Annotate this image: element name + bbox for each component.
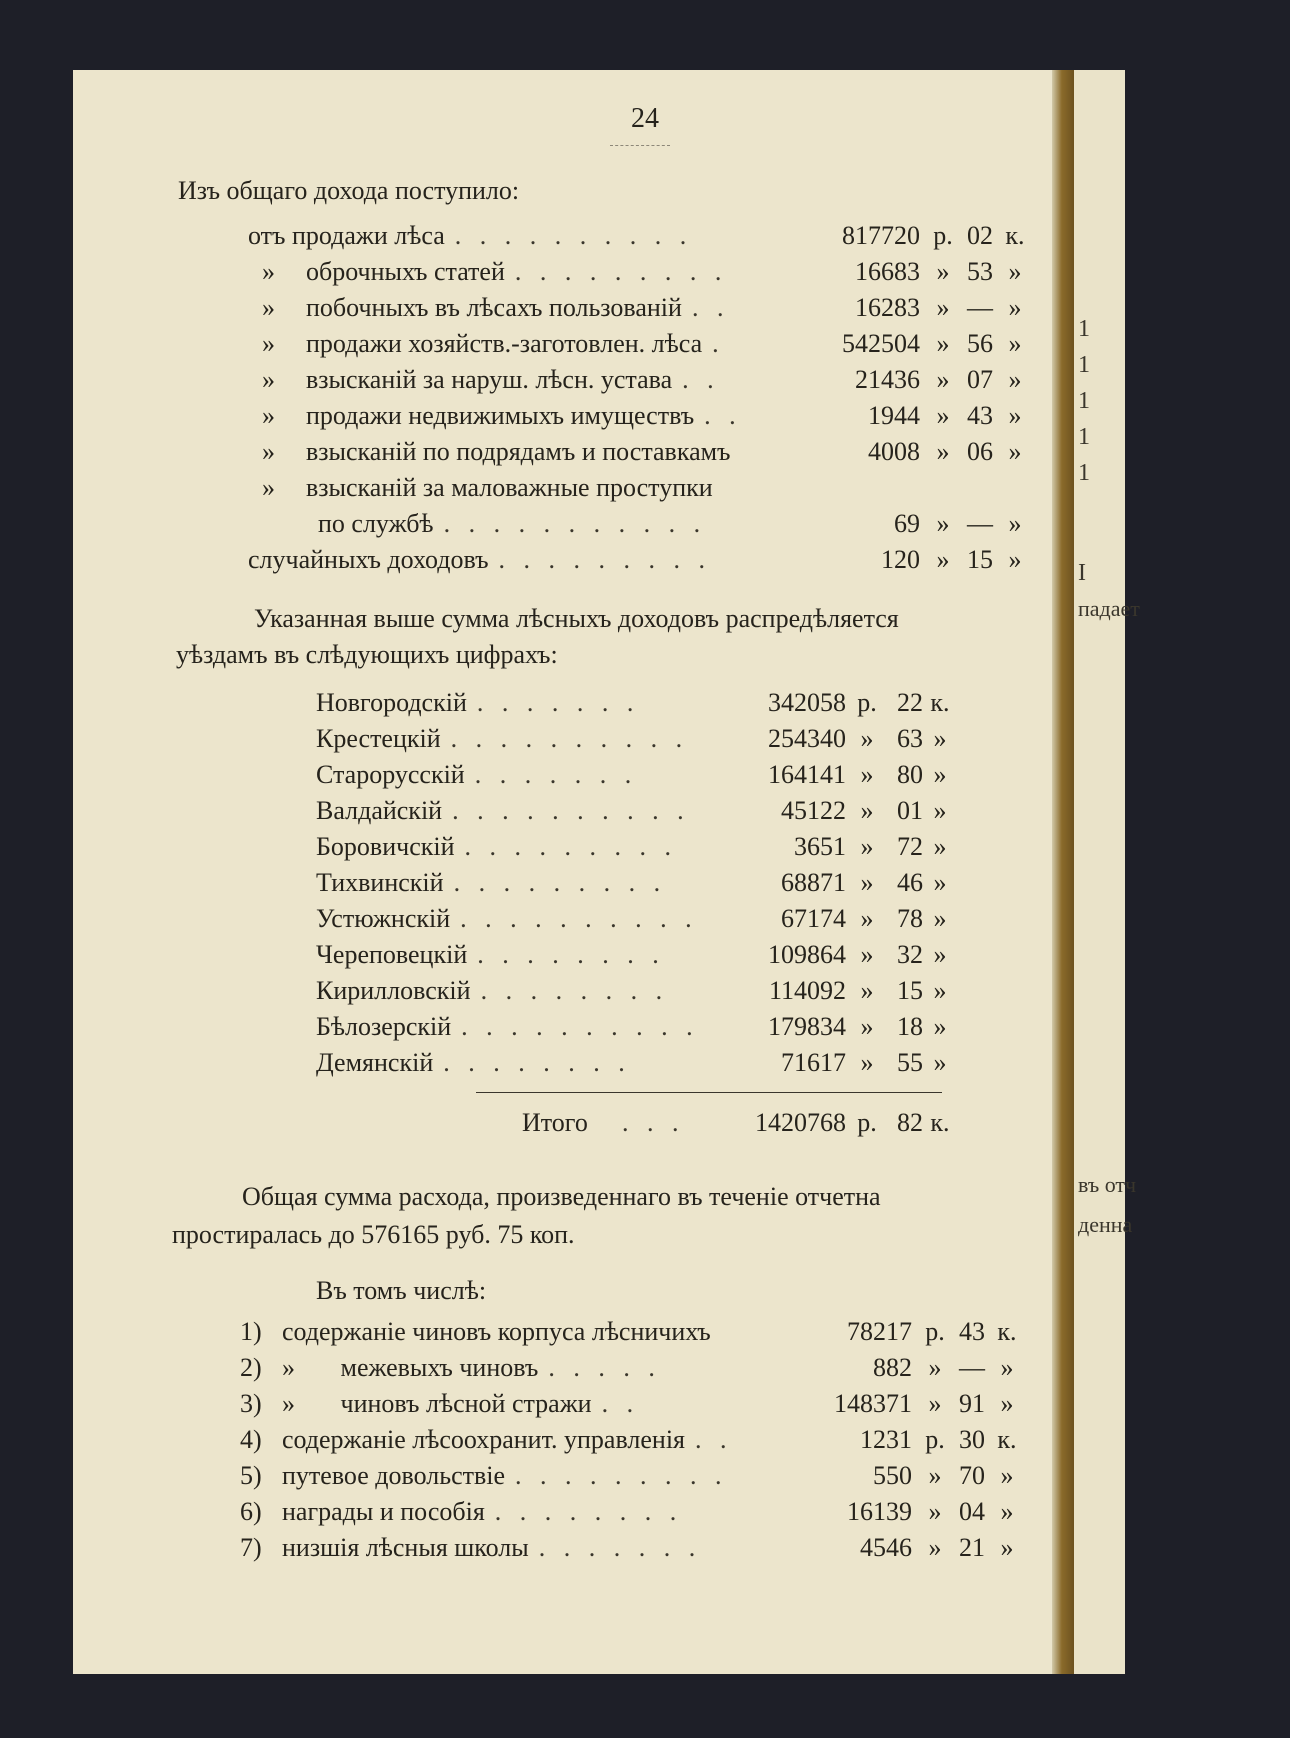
- expense-row: [240, 1496, 1030, 1528]
- dot-leader: . . . . . . . . . .: [454, 221, 693, 250]
- expense-row: [240, 1424, 1030, 1456]
- expense-paragraph-line: простиралась до 576165 руб. 75 коп.: [172, 1220, 575, 1249]
- amount: 67174: [781, 904, 846, 933]
- amount: 1420768: [755, 1108, 846, 1137]
- income-row: [248, 508, 1038, 540]
- kopeck-unit: »: [933, 796, 947, 825]
- row-marker: »: [262, 401, 275, 430]
- adjacent-page-fragment: I: [1078, 560, 1086, 586]
- amount: 45122: [781, 796, 846, 825]
- row-marker: »: [262, 473, 275, 502]
- page-number: 24: [631, 103, 659, 134]
- row-marker: 1): [240, 1317, 262, 1346]
- amount: 4008: [868, 437, 920, 466]
- dot-leader: . . . . . . . . . .: [461, 1012, 699, 1041]
- kopecks: 80: [897, 760, 923, 789]
- row-marker: 3): [240, 1389, 262, 1418]
- kopecks: 04: [959, 1497, 985, 1526]
- district-row: [316, 939, 966, 971]
- currency-unit: »: [860, 1048, 874, 1077]
- kopeck-unit: к.: [997, 1425, 1017, 1454]
- kopeck-unit: »: [933, 1012, 947, 1041]
- row-label: Бѣлозерскій: [316, 1012, 452, 1041]
- amount: 120: [881, 545, 920, 574]
- currency-unit: р.: [933, 221, 953, 250]
- income-heading: Изъ общаго дохода поступило:: [178, 176, 520, 205]
- amount: 542504: [842, 329, 920, 358]
- row-label: Валдайскій: [316, 796, 443, 825]
- currency-unit: »: [928, 1389, 942, 1418]
- amount: 16283: [855, 293, 920, 322]
- currency-unit: »: [860, 1012, 874, 1041]
- amount: 109864: [768, 940, 846, 969]
- currency-unit: »: [860, 724, 874, 753]
- row-label: Демянскій: [316, 1048, 434, 1077]
- amount: 16683: [855, 257, 920, 286]
- amount: 148371: [834, 1389, 912, 1418]
- row-label: продажи хозяйств.-заготовлен. лѣса: [306, 329, 703, 358]
- row-label: Итого: [522, 1108, 588, 1137]
- row-label: содержаніе чиновъ корпуса лѣсничихъ: [282, 1317, 711, 1346]
- currency-unit: »: [860, 976, 874, 1005]
- amount: 179834: [768, 1012, 846, 1041]
- kopecks: 32: [897, 940, 923, 969]
- amount: 3651: [794, 832, 846, 861]
- amount: 1231: [860, 1425, 912, 1454]
- district-row: [316, 975, 966, 1007]
- amount: 882: [873, 1353, 912, 1382]
- dot-leader: . . . . . . . . .: [498, 545, 712, 574]
- dot-leader: . . . . . . .: [538, 1533, 702, 1562]
- currency-unit: р.: [925, 1317, 945, 1346]
- kopeck-unit: »: [933, 904, 947, 933]
- currency-unit: »: [860, 760, 874, 789]
- kopeck-unit: »: [933, 1048, 947, 1077]
- expense-row: [240, 1316, 1030, 1348]
- currency-unit: »: [860, 868, 874, 897]
- kopeck-unit: »: [933, 940, 947, 969]
- district-row: [316, 831, 966, 863]
- adjacent-page-fragment: 1: [1078, 352, 1090, 378]
- kopecks: 63: [897, 724, 923, 753]
- row-marker: »: [262, 365, 275, 394]
- kopecks: 01: [897, 796, 923, 825]
- kopeck-unit: »: [1008, 365, 1022, 394]
- kopecks: 55: [897, 1048, 923, 1077]
- row-marker: »: [262, 257, 275, 286]
- amount: 16139: [847, 1497, 912, 1526]
- row-label: Крестецкій: [316, 724, 441, 753]
- kopeck-unit: »: [1000, 1353, 1014, 1382]
- kopecks: 82: [897, 1108, 923, 1137]
- currency-unit: р.: [857, 1108, 877, 1137]
- row-label: » межевыхъ чиновъ: [282, 1353, 539, 1382]
- row-label: Кирилловскій: [316, 976, 471, 1005]
- kopecks: 21: [959, 1533, 985, 1562]
- row-marker: 7): [240, 1533, 262, 1562]
- currency-unit: »: [928, 1461, 942, 1490]
- dot-leader: . .: [691, 293, 730, 322]
- row-marker: »: [262, 329, 275, 358]
- kopeck-unit: »: [1008, 509, 1022, 538]
- amount: 68871: [781, 868, 846, 897]
- income-row: [248, 364, 1038, 396]
- dot-leader: . . . . . . . . .: [515, 1461, 728, 1490]
- kopeck-unit: »: [1000, 1533, 1014, 1562]
- kopecks: 43: [959, 1317, 985, 1346]
- kopecks: 22: [897, 688, 923, 717]
- page-number-ornament: [610, 145, 670, 146]
- distribution-intro-line: Указанная выше сумма лѣсныхъ доходовъ распредѣляется: [254, 604, 899, 633]
- district-row: [316, 903, 966, 935]
- currency-unit: »: [928, 1497, 942, 1526]
- kopecks: —: [967, 509, 993, 538]
- currency-unit: »: [936, 545, 950, 574]
- row-label: Новгородскій: [316, 688, 467, 717]
- district-row: [316, 1047, 966, 1079]
- dot-leader: . . . . . . .: [474, 760, 638, 789]
- amount: 71617: [781, 1048, 846, 1077]
- amount: 69: [894, 509, 920, 538]
- expense-row: [240, 1352, 1030, 1384]
- row-label: Устюжнскій: [316, 904, 451, 933]
- row-label: по службѣ: [318, 509, 434, 538]
- dot-leader: .: [712, 329, 725, 358]
- row-label: награды и пособія: [282, 1497, 485, 1526]
- dot-leader: . . . . . . . . . . .: [443, 509, 707, 538]
- row-label: отъ продажи лѣса: [248, 221, 445, 250]
- kopeck-unit: »: [933, 832, 947, 861]
- kopecks: 02: [967, 221, 993, 250]
- amount: 114092: [768, 976, 846, 1005]
- kopeck-unit: »: [933, 976, 947, 1005]
- kopeck-unit: к.: [930, 1108, 950, 1137]
- expense-paragraph-line: Общая сумма расхода, произведеннаго въ теченіе отчетна: [242, 1182, 881, 1211]
- adjacent-page-fragment: въ отч: [1078, 1172, 1137, 1197]
- expense-row: [240, 1460, 1030, 1492]
- currency-unit: р.: [857, 688, 877, 717]
- income-row: [248, 400, 1038, 432]
- expense-row: [240, 1532, 1030, 1564]
- amount: 78217: [847, 1317, 912, 1346]
- dot-leader: . . . . .: [548, 1353, 661, 1382]
- currency-unit: »: [928, 1533, 942, 1562]
- kopeck-unit: »: [1008, 329, 1022, 358]
- amount: 817720: [842, 221, 920, 250]
- row-label: содержаніе лѣсоохранит. управленія: [282, 1425, 685, 1454]
- kopeck-unit: »: [1008, 545, 1022, 574]
- row-label: Череповецкій: [316, 940, 468, 969]
- dot-leader: . . . . . . . . . .: [460, 904, 698, 933]
- kopecks: 18: [897, 1012, 923, 1041]
- amount: 164141: [768, 760, 846, 789]
- dot-leader: . . . . . . .: [476, 688, 640, 717]
- amount: 550: [873, 1461, 912, 1490]
- kopecks: 06: [967, 437, 993, 466]
- dot-leader: . . . . . . . . .: [453, 868, 667, 897]
- adjacent-page-fragment: 1: [1078, 388, 1090, 414]
- district-row: [316, 867, 966, 899]
- currency-unit: »: [928, 1353, 942, 1382]
- expense-subheading: Въ томъ числѣ:: [316, 1276, 487, 1305]
- currency-unit: »: [860, 796, 874, 825]
- row-label: случайныхъ доходовъ: [248, 545, 489, 574]
- dot-leader: . . . . . . . . . .: [450, 724, 689, 753]
- row-label: взысканій по подрядамъ и поставкамъ: [306, 437, 731, 466]
- adjacent-page-fragment: 1: [1078, 424, 1090, 450]
- row-label: взысканій за наруш. лѣсн. устава: [306, 365, 673, 394]
- expense-row: [240, 1388, 1030, 1420]
- dot-leader: . . . . . . . .: [477, 940, 665, 969]
- kopeck-unit: »: [1000, 1497, 1014, 1526]
- income-row: [248, 544, 1038, 576]
- kopecks: 53: [967, 257, 993, 286]
- amount: 254340: [768, 724, 846, 753]
- dot-leader: . .: [695, 1425, 733, 1454]
- district-row: [316, 759, 966, 791]
- row-label: взысканій за маловажные проступки: [306, 473, 713, 502]
- row-label: Тихвинскій: [316, 868, 444, 897]
- kopecks: —: [959, 1353, 985, 1382]
- dot-leader: . . . . . . . .: [443, 1048, 631, 1077]
- currency-unit: »: [936, 509, 950, 538]
- currency-unit: »: [936, 257, 950, 286]
- adjacent-page-fragment: падает: [1078, 596, 1140, 621]
- dot-leader: . . . . . . . . .: [514, 257, 728, 286]
- income-row: [248, 328, 1038, 360]
- amount: 342058: [768, 688, 846, 717]
- kopeck-unit: »: [1008, 293, 1022, 322]
- currency-unit: »: [860, 904, 874, 933]
- row-label: продажи недвижимыхъ имуществъ: [306, 401, 695, 430]
- row-marker: »: [262, 437, 275, 466]
- dot-leader: . .: [704, 401, 742, 430]
- adjacent-page-edge: [1074, 70, 1125, 1674]
- currency-unit: »: [936, 365, 950, 394]
- kopeck-unit: »: [1000, 1461, 1014, 1490]
- row-marker: »: [262, 293, 275, 322]
- row-marker: 5): [240, 1461, 262, 1490]
- amount: 4546: [860, 1533, 912, 1562]
- dot-leader: . .: [601, 1389, 640, 1418]
- income-row: [248, 472, 1038, 504]
- district-row: [316, 795, 966, 827]
- row-marker: 4): [240, 1425, 262, 1454]
- currency-unit: »: [936, 293, 950, 322]
- kopeck-unit: к.: [997, 1317, 1017, 1346]
- kopeck-unit: »: [1008, 257, 1022, 286]
- adjacent-page-fragment: 1: [1078, 460, 1090, 486]
- currency-unit: »: [936, 401, 950, 430]
- row-label: путевое довольствіе: [282, 1461, 506, 1490]
- kopeck-unit: »: [1008, 401, 1022, 430]
- book-gutter: [1052, 70, 1074, 1674]
- currency-unit: »: [860, 832, 874, 861]
- row-label: » чиновъ лѣсной стражи: [282, 1389, 592, 1418]
- kopecks: 30: [959, 1425, 985, 1454]
- adjacent-page-fragment: 1: [1078, 316, 1090, 342]
- row-label: низшія лѣсныя школы: [282, 1533, 529, 1562]
- kopeck-unit: »: [933, 868, 947, 897]
- row-marker: 2): [240, 1353, 262, 1382]
- kopecks: 56: [967, 329, 993, 358]
- kopecks: 07: [967, 365, 993, 394]
- dot-leader: . . . . . . . .: [480, 976, 669, 1005]
- kopecks: 15: [967, 545, 993, 574]
- currency-unit: »: [936, 437, 950, 466]
- kopecks: 70: [959, 1461, 985, 1490]
- kopecks: 78: [897, 904, 923, 933]
- kopeck-unit: »: [933, 724, 947, 753]
- kopeck-unit: »: [933, 760, 947, 789]
- kopecks: —: [967, 293, 993, 322]
- row-label: оброчныхъ статей: [306, 257, 505, 286]
- kopeck-unit: к.: [1005, 221, 1025, 250]
- dot-leader: . . . . . . . . .: [464, 832, 678, 861]
- dot-leader: . .: [682, 365, 720, 394]
- kopecks: 91: [959, 1389, 985, 1418]
- income-row: [248, 256, 1038, 288]
- income-row: [248, 292, 1038, 324]
- district-row: [316, 1011, 966, 1043]
- kopeck-unit: »: [1000, 1389, 1014, 1418]
- amount: 1944: [868, 401, 920, 430]
- district-row: [316, 687, 966, 719]
- adjacent-page-fragment: денна: [1078, 1212, 1133, 1237]
- currency-unit: »: [936, 329, 950, 358]
- total-line: [522, 1107, 972, 1139]
- kopecks: 46: [897, 868, 923, 897]
- row-marker: 6): [240, 1497, 262, 1526]
- currency-unit: р.: [925, 1425, 945, 1454]
- dot-leader: . . . . . . . . . .: [452, 796, 690, 825]
- dot-leader: . . .: [622, 1108, 685, 1137]
- kopeck-unit: к.: [930, 688, 950, 717]
- income-row: [248, 436, 1038, 468]
- income-row: [248, 220, 1038, 252]
- row-label: Старорусскій: [316, 760, 465, 789]
- kopecks: 43: [967, 401, 993, 430]
- row-label: Боровичскій: [316, 832, 455, 861]
- dot-leader: . . . . . . . .: [494, 1497, 683, 1526]
- amount: 21436: [855, 365, 920, 394]
- kopecks: 15: [897, 976, 923, 1005]
- kopeck-unit: »: [1008, 437, 1022, 466]
- total-rule: [476, 1092, 942, 1093]
- kopecks: 72: [897, 832, 923, 861]
- distribution-intro-line: уѣздамъ въ слѣдующихъ цифрахъ:: [176, 640, 558, 669]
- district-row: [316, 723, 966, 755]
- row-label: побочныхъ въ лѣсахъ пользованій: [306, 293, 682, 322]
- currency-unit: »: [860, 940, 874, 969]
